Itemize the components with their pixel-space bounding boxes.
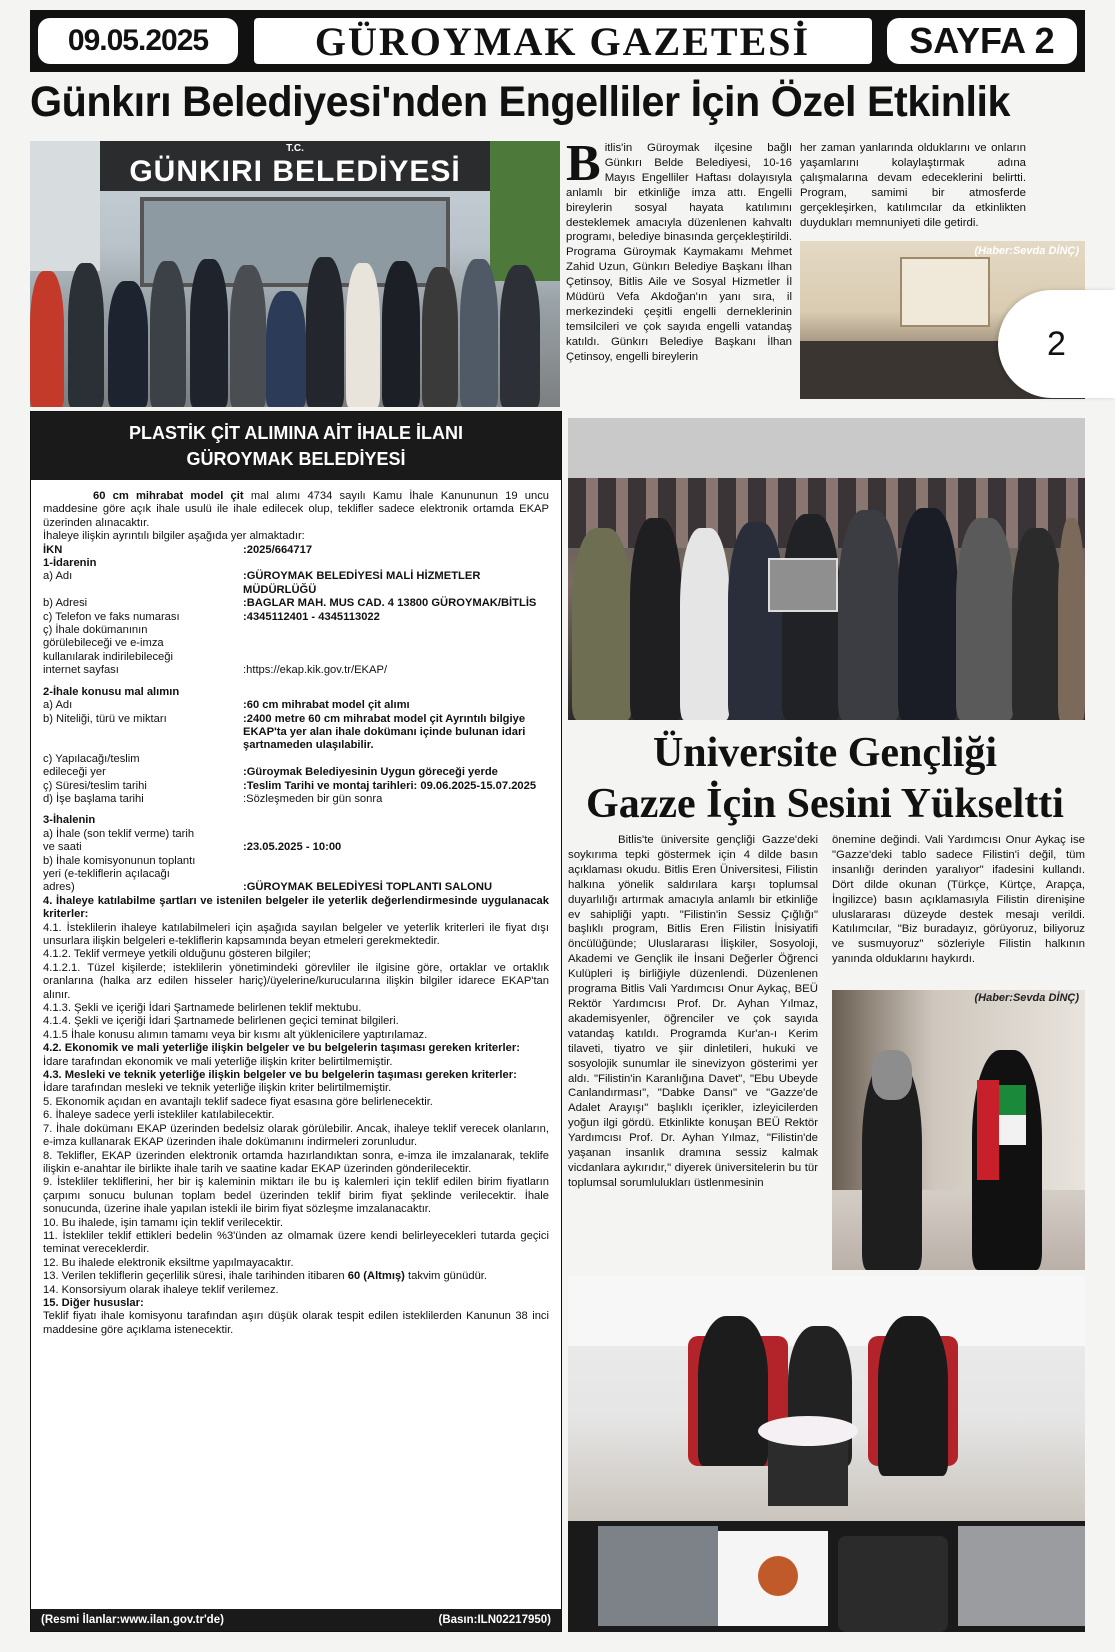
article2-credit: (Haber:Sevda DİNÇ) [974,992,1079,1004]
article2-group-photo [568,418,1085,720]
tender-footer [31,1609,561,1631]
tender-header [31,412,561,480]
article1-column-1: Bitlis'in Güroymak ilçesine bağlı Günkırı Belde Belediyesi, 10-16 Mayıs Engelliler Haftası dolayısıyla anlamlı bir etkinliğe imza attı. Engelli bireylerin sosyal hayata katılımını desteklemek amacıyla düzenlenen kahvaltı programı, belediye binasında gerçekleştirildi. Programa Güroymak Kaymakamı Mehmet Zahid Uzun, Günkırı Belediye Başkanı İlhan Çetinsoy, Bitlis Aile ve Sosyal Hizmetler İl Müdürü Vefa Akdoğan'ın yanı sıra, il merkezindeki çeşitli engelli derneklerinin temsilcileri ve çok sayıda engelli vatandaş katıldı. Günkırı Belediye Başkanı İlhan Çetinsoy, engelli bireylerin [566,141,792,363]
issue-date: 09.05.2025 [38,18,238,64]
tender-title: PLASTİK ÇİT ALIMINA AİT İHALE İLANI [129,423,463,443]
article1-column-2: her zaman yanlarında olduklarını ve onların yaşamlarını kolaylaştırmak adına çalışmalarına devam edeceklerini belirtti. Program, samimi bir atmosferde gerçekleşirken, katılımcılar da etkinlikten duydukları memnuniyeti dile getirdi. [800,142,1026,229]
page-number: SAYFA 2 [887,18,1077,64]
tender-body: 60 cm mihrabat model çit mal alımı 4734 sayılı Kamu İhale Kanununun 19 uncu maddesine göre açık ihale usulü ile ihale edilecek olup, teklifler sadece elektronik ortamda EKAP üzerinden alınacaktır. İhaleye ilişkin ayrıntılı bilgiler aşağıda yer almaktadır: İKN :2025/664717 1-İdarenin a) Adı :GÜROYMAK BELEDİYESİ MALİ HİZMETLER MÜDÜRLÜĞÜ b) Adresi :BAGLAR MAH. MUS CAD. 4 13800 GÜROYMAK/BİTLİS c) Telefon ve faks numarası :4345112401 - 4345113022 ç) İhale dokümanının görülebileceği ve e-imza kullanılarak indirilebileceği internet sayfası :https://ekap.kik.gov.tr/EKAP/ 2-İhale konusu mal alımın a) Adı :60 cm mihrabat model çit alımı b) Niteliği, türü ve miktarı :2400 metre 60 cm mihrabat model çit Ayrıntılı bilgiye EKAP'ta yer alan ihale dokümanı içinde bulunan idari şartnameden ulaşılabilir. c) Yapılacağı/teslim edileceği yer :Güroymak Belediyesinin Uygun göreceği yerde ç) Süresi/teslim tarihi :Teslim Tarihi ve montaj tarihleri: 09.06.2025-15.07.2025 d) İşe başlama tarihi :Sözleşmeden bir gün sonra 3-İhalenin a) İhale (son teklif verme) tarih ve saati :23.05.2025 - 10:00 b) İhale komisyonunun toplantı yeri (e-tekliflerin açılacağı adres) :GÜROYMAK BELEDİYESİ TOPLANTI SALONU 4. İhaleye katılabilme şartları ve istenilen belgeler ile yeterlik değerlendirmesinde uygulanacak kriterler: 4.1. İsteklilerin ihaleye katılabilmeleri için aşağıda sayılan belgeler ve yeterlik kriterleri ile fiyat dışı unsurlara ilişkin belgeleri e-tekliflerin kapsamında beyan etmeleri gerekmektedir. 4.1.2. Teklif vermeye yetkili olduğunu gösteren bilgiler; 4.1.2.1. Tüzel kişilerde; isteklilerin yönetimindeki görevliler ile ilgisine göre, ortaklar ve ortaklık oranlarına (halka arz edilen hisseler hariç)/üyelerine/kurucularına ilişkin bilgiler idarece EKAP'tan alınır. 4.1.3. Şekli ve içeriği İdari Şartnamede belirlenen teklif mektubu. 4.1.4. Şekli ve içeriği İdari Şartnamede belirlenen geçici teminat bilgileri. 4.1.5 İhale konusu alımın tamamı veya bir kısmı alt yüklenicilere yaptırılamaz. 4.2. Ekonomik ve mali yeterliğe ilişkin belgeler ve bu belgelerin taşıması gereken kriterler: İdare tarafından ekonomik ve mali yeterliğe ilişkin kriter belirtilmemiştir. 4.3. Mesleki ve teknik yeterliğe ilişkin belgeler ve bu belgelerin taşıması gereken kriterler: İdare tarafından mesleki ve teknik yeterliğe ilişkin kriter belirtilmemiştir. 5. Ekonomik açıdan en avantajlı teklif sadece fiyat esasına göre belirlenecektir. 6. İhaleye sadece yerli istekliler katılabilecektir. 7. İhale dokümanı EKAP üzerinden bedelsiz olarak görülebilir. Ancak, ihaleye teklif verecek olanların, e-imza kullanarak EKAP üzerinden ihale dokümanını indirmeleri zorunludur. 8. Teklifler, EKAP üzerinden elektronik ortamda hazırlandıktan sonra, e-imza ile imzalanarak, teklife ilişkin e-anahtar ile birlikte ihale tarih ve saatine kadar EKAP üzerinden gönderilecektir. 9. İstekliler tekliflerini, her bir iş kaleminin miktarı ile bu iş kalemleri için teklif edilen birim fiyatların çarpımı sonucu bulunan toplam bedel üzerinden teklif birim fiyat şeklinde verilecektir. İhale sonucunda, üzerine ihale yapılan istekli ile birim fiyat sözleşme imzalanacaktır. 10. Bu ihalede, işin tamamı için teklif verilecektir. 11. İstekliler teklif ettikleri bedelin %3'ünden az olmamak üzere kendi belirleyecekleri tutarda geçici teminat vereceklerdir. 12. Bu ihalede elektronik eksiltme yapılmayacaktır. 13. Verilen tekliflerin geçerlilik süresi, ihale tarihinden itibaren 60 (Altmış) takvim günüdür. 14. Konsorsiyum olarak ihaleye teklif verilemez. 15. Diğer hususlar: Teklif fiyatı ihale komisyonu tarafından aşırı düşük olarak tespit edilen isteklilerden Kanunun 38 inci maddesine göre açıklama istenecektir. [43,490,550,1336]
tender-footer-code: (Basın:ILN02217950) [438,1614,551,1626]
masthead [30,10,1085,72]
article2-column-2: önemine değindi. Vali Yardımcısı Onur Aykaç ise "Gazze'deki tablo sadece Filistin'i değil, tüm insanlığı derinden yaralıyor" ifadesini kullandı. Dört dilde okunan (Türkçe, Kürtçe, Arapça, İngilizce) basın açıklamasıyla Filistin direnişine uluslararası düzeyde destek mesajı verildi. Katılımcılar, "Biz buradayız, görüyoruz, biliyoruz ve susmuyoruz" sözleriyle Filistin halkının yanında olduklarını haykırdı. [832,834,1085,966]
page-tab: 2 [998,290,1115,398]
sign-text: GÜNKIRI BELEDİYESİ [129,155,461,188]
tender-issuer: GÜROYMAK BELEDİYESİ [186,449,406,469]
article1-headline: Günkırı Belediyesi'nden Engelliler İçin Özel Etkinlik [30,78,1010,126]
article2-panel-photo [568,1276,1085,1632]
tender-notice [30,411,562,1632]
article1-dropcap: B [566,141,601,192]
tender-footer-source: (Resmi İlanlar:www.ilan.gov.tr'de) [41,1614,224,1626]
newspaper-title: GÜROYMAK GAZETESİ [254,18,872,64]
article2-headline: Üniversite Gençliği Gazze İçin Sesini Yükseltti [586,730,1064,827]
sign-tc: T.C. [286,143,304,154]
article2-column-1: Bitlis'te üniversite gençliği Gazze'deki soykırıma tepki göstermek için 4 dilde basın açıklaması okudu. Bitlis Eren Üniversitesi, Filistin halkına yönelik saldırılara karşı toplumsal duyarlılığı artırmak amacıyla anlamlı bir etkinliğe ev sahipliği yaptı. "Filistin'in Sessiz Çığlığı" başlıklı program, Bitlis Eren Filistin İnisiyatifi öncülüğünde; Uluslararası İlişkiler, Sosyoloji, Akademi ve Gençlik ile İnsani Değerler Öğrenci Kulüpleri iş birliğiyle düzenlendi. Düzenlenen programa Bitlis Vali Yardımcısı Onur Aykaç, BEÜ Rektör Yardımcısı Prof. Dr. Ayhan Yılmaz, akademisyenler, öğrenciler ve çok sayıda vatandaş katıldı. Programda Kur'an-ı Kerim tilaveti, tiyatro ve şiir dinletileri, hukuki ve sosyolojik sunumlar ile sinevizyon gösterimi yer aldı. "Filistin'in Karanlığına Davet", "Ebu Ubeyde Canlandırması", "Dabke Dansı" ve "Gazze'de Adalet Arayışı" başlıklı içerikler, izleyicilerden yoğun ilgi gördü. Etkinlikte konuşan BEÜ Rektör Yardımcısı Prof. Dr. Ayhan Yılmaz, "Filistin'de yaşanan insanlık dramına sessiz kalmak vicdanlara aykırıdır," diyerek üniversitelerin bu tür toplumsal sorumlulukları üstlenmesinin [568,834,818,1189]
article1-photo [30,141,560,407]
article2-theatre-photo [832,990,1085,1270]
article1-credit: (Haber:Sevda DİNÇ) [974,245,1079,257]
